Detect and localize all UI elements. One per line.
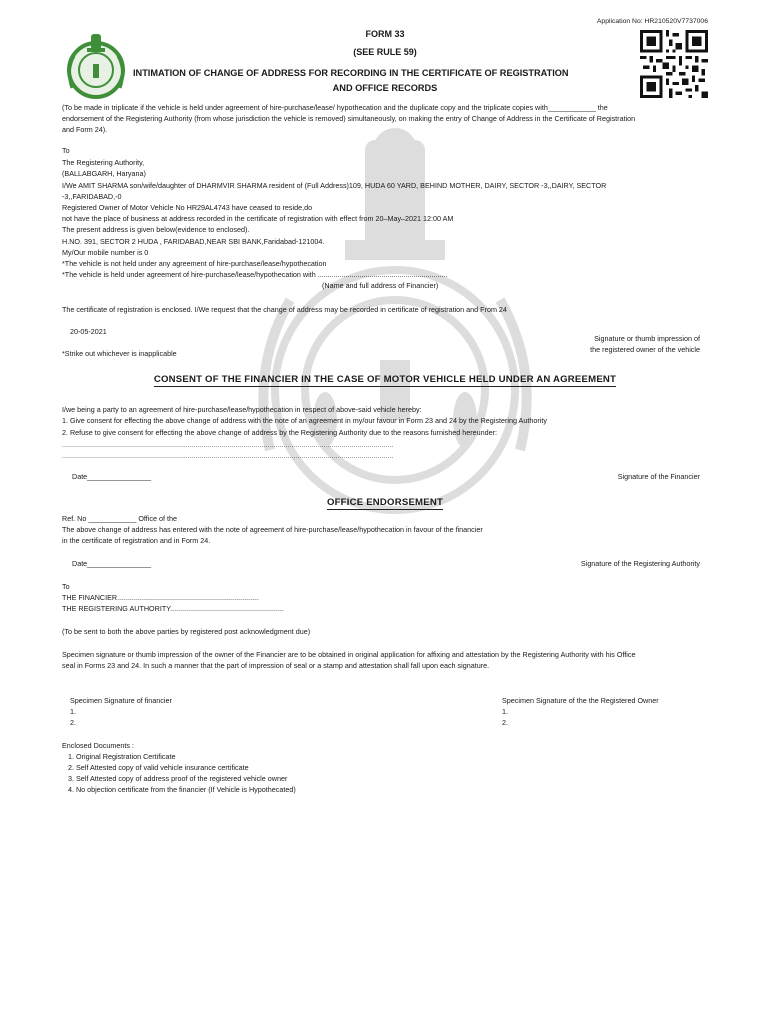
office-heading-text: OFFICE ENDORSEMENT bbox=[326, 497, 444, 508]
consent-line2: 1. Give consent for effecting the above change of address with the note of an agreement in my/our favour in Form 23 and 24 by the Registering Authority bbox=[62, 416, 547, 425]
office-line1: The above change of address has entered with the note of agreement of hire-purchase/lease/hypothecation in favour of the financier bbox=[62, 525, 483, 534]
office-authority: THE REGISTERING AUTHORITY......................................................... bbox=[62, 604, 284, 613]
strike-note: *Strike out whichever is inapplicable bbox=[62, 349, 177, 358]
specimen-line1: Specimen signature or thumb impression of the owner of the Financier are to be obtained in original application for affixing and attestation by the Registering Authority with his Office bbox=[62, 650, 636, 659]
letter-line5: The present address is given below(evidence to enclosed). bbox=[62, 225, 250, 234]
specimen-line2: seal in Forms 23 and 24. In such a manner that the part of impression of seal or a stamp and attestation shall fall upon each signature. bbox=[62, 661, 490, 670]
letter-line9: *The vehicle is held under agreement of hire-purchase/lease/hypothecation with ................................................................. bbox=[62, 270, 448, 279]
consent-date: Date________________ bbox=[72, 472, 152, 481]
letter-location: (BALLABGARH, Haryana) bbox=[62, 169, 146, 178]
letter-line3: Registered Owner of Motor Vehicle No HR29AL4743 have ceased to reside,do bbox=[62, 203, 313, 212]
haryana-emblem-icon bbox=[60, 30, 132, 102]
qr-code-icon bbox=[640, 30, 708, 98]
consent-line1: I/we being a party to an agreement of hire-purchase/lease/hypothecation in respect of above-said vehicle hereby: bbox=[62, 405, 422, 414]
consent-dots1: ...................................................................................................................................................................... bbox=[62, 440, 394, 449]
letter-to: To bbox=[62, 146, 70, 155]
enclosed-item: 2. Self Attested copy of valid vehicle insurance certificate bbox=[68, 763, 249, 772]
form-title-line1: INTIMATION OF CHANGE OF ADDRESS FOR RECORDING IN THE CERTIFICATE OF REGISTRATION bbox=[133, 68, 569, 78]
letter-date: 20-05-2021 bbox=[70, 327, 107, 336]
consent-heading bbox=[130, 374, 640, 385]
letter-line2: -3,,FARIDABAD,-0 bbox=[62, 192, 122, 201]
specimen-financier-2: 2. bbox=[70, 718, 76, 727]
specimen-owner-label: Specimen Signature of the the Registered Owner bbox=[502, 696, 659, 705]
letter-enclosed: The certificate of registration is enclosed. I/We request that the change of address may be recorded in certificate of registration and From 24 bbox=[62, 305, 507, 314]
office-line2: in the certificate of registration and in Form 24. bbox=[62, 536, 211, 545]
letter-line7: My/Our mobile number is 0 bbox=[62, 248, 149, 257]
letter-line8: *The vehicle is not held under any agreement of hire-purchase/lease/hypothecation bbox=[62, 259, 327, 268]
office-sent-note: (To be sent to both the above parties by registered post acknowledgment due) bbox=[62, 627, 311, 636]
office-to: To bbox=[62, 582, 70, 591]
consent-line3: 2. Refuse to give consent for effecting the above change of address by the Registering Authority due to the reasons furnished hereunder: bbox=[62, 428, 497, 437]
owner-signature-line1: Signature or thumb impression of bbox=[594, 334, 700, 343]
office-ref: Ref. No ____________ Office of the bbox=[62, 514, 177, 523]
specimen-owner-1: 1. bbox=[502, 707, 508, 716]
application-number: Application No: HR210520V7737006 bbox=[596, 18, 708, 25]
letter-line4: not have the place of business at address recorded in the certificate of registration with effect from 20–May–2021 12:00 AM bbox=[62, 214, 454, 223]
office-financier: THE FINANCIER....................................................................... bbox=[62, 593, 259, 602]
specimen-owner-2: 2. bbox=[502, 718, 508, 727]
form-rule: (SEE RULE 59) bbox=[353, 47, 417, 57]
office-heading bbox=[300, 497, 470, 508]
office-date: Date________________ bbox=[72, 559, 152, 568]
financier-name-caption: (Name and full address of Financier) bbox=[322, 281, 439, 290]
enclosed-item: 1. Original Registration Certificate bbox=[68, 752, 176, 761]
specimen-financier-label: Specimen Signature of financier bbox=[70, 696, 172, 705]
letter-authority: The Registering Authority, bbox=[62, 158, 145, 167]
enclosed-item: 3. Self Attested copy of address proof of the registered vehicle owner bbox=[68, 774, 288, 783]
financier-signature: Signature of the Financier bbox=[617, 472, 700, 481]
enclosed-title: Enclosed Documents : bbox=[62, 741, 134, 750]
form-title-line2: AND OFFICE RECORDS bbox=[332, 83, 438, 93]
consent-dots2: ...................................................................................................................................................................... bbox=[62, 451, 394, 460]
intro-line2: endorsement of the Registering Authority (from whose jurisdiction the vehicle is removed) simultaneously, on making the entry of Change of Address in the Certificate of Registration bbox=[62, 114, 636, 123]
owner-signature-line2: the registered owner of the vehicle bbox=[590, 345, 700, 354]
intro-line3: and Form 24). bbox=[62, 125, 108, 134]
form-number: FORM 33 bbox=[365, 29, 405, 39]
consent-heading-text: CONSENT OF THE FINANCIER IN THE CASE OF MOTOR VEHICLE HELD UNDER AN AGREEMENT bbox=[153, 374, 617, 385]
specimen-financier-1: 1. bbox=[70, 707, 76, 716]
enclosed-item: 4. No objection certificate from the financier (If Vehicle is Hypothecated) bbox=[68, 785, 296, 794]
letter-line1: I/We AMIT SHARMA son/wife/daughter of DHARMVIR SHARMA resident of (Full Address)109, HUDA 60 YARD, BEHIND MOTHER, DAIRY, SECTOR -3,,DAIRY, SECTOR bbox=[62, 181, 607, 190]
intro-line1: (To be made in triplicate if the vehicle is held under agreement of hire-purchase/lease/ hypothecation and the duplicate copy and the triplicate copies with____________ the bbox=[62, 103, 608, 112]
letter-line6: H.NO. 391, SECTOR 2 HUDA , FARIDABAD,NEAR SBI BANK,Faridabad-121004. bbox=[62, 237, 325, 246]
authority-signature: Signature of the Registering Authority bbox=[580, 559, 700, 568]
